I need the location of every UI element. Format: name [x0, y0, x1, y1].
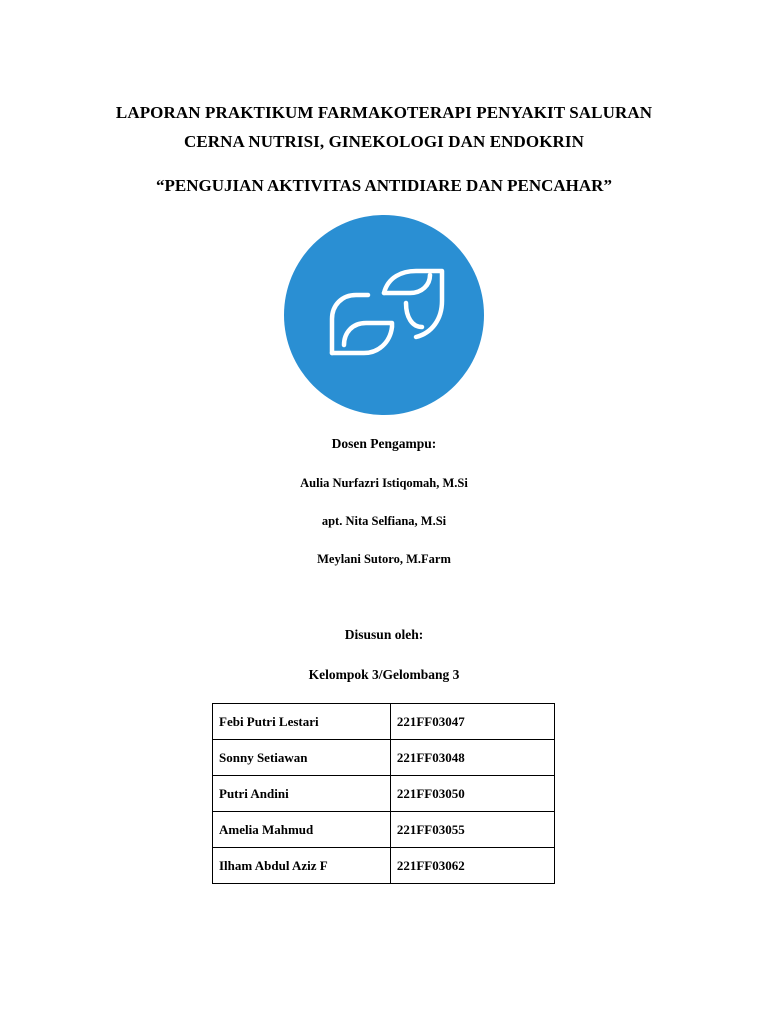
authors-heading: Disusun oleh: — [344, 627, 424, 642]
report-subtitle: “PENGUJIAN AKTIVITAS ANTIDIARE DAN PENCAHAR” — [156, 176, 612, 195]
logo-graphic — [284, 215, 484, 415]
table-row — [213, 848, 555, 884]
member-nim: 221FF03048 — [390, 740, 554, 776]
group-label: Kelompok 3/Gelombang 3 — [308, 667, 460, 682]
lecturers-heading: Dosen Pengampu: — [331, 436, 437, 451]
member-nim: 221FF03047 — [390, 704, 554, 740]
logo-circle — [284, 215, 484, 415]
lecturer-name-1: Aulia Nurfazri Istiqomah, M.Si — [300, 476, 468, 490]
member-name: Putri Andini — [213, 776, 391, 812]
member-name: Ilham Abdul Aziz F — [213, 848, 391, 884]
table-row — [213, 776, 555, 812]
lecturer-name-3: Meylani Sutoro, M.Farm — [317, 552, 451, 566]
members-table — [212, 703, 555, 884]
report-title — [0, 98, 768, 156]
table-row — [213, 704, 555, 740]
table-row — [213, 740, 555, 776]
report-title-line-2: CERNA NUTRISI, GINEKOLOGI DAN ENDOKRIN — [183, 132, 585, 151]
member-name: Febi Putri Lestari — [213, 704, 391, 740]
report-title-line-1: LAPORAN PRAKTIKUM FARMAKOTERAPI PENYAKIT SALURAN — [115, 103, 653, 122]
member-name: Amelia Mahmud — [213, 812, 391, 848]
university-logo-icon — [284, 215, 484, 415]
member-nim: 221FF03050 — [390, 776, 554, 812]
table-row — [213, 812, 555, 848]
lecturer-name-2: apt. Nita Selfiana, M.Si — [321, 514, 447, 528]
member-nim: 221FF03062 — [390, 848, 554, 884]
member-name: Sonny Setiawan — [213, 740, 391, 776]
member-nim: 221FF03055 — [390, 812, 554, 848]
